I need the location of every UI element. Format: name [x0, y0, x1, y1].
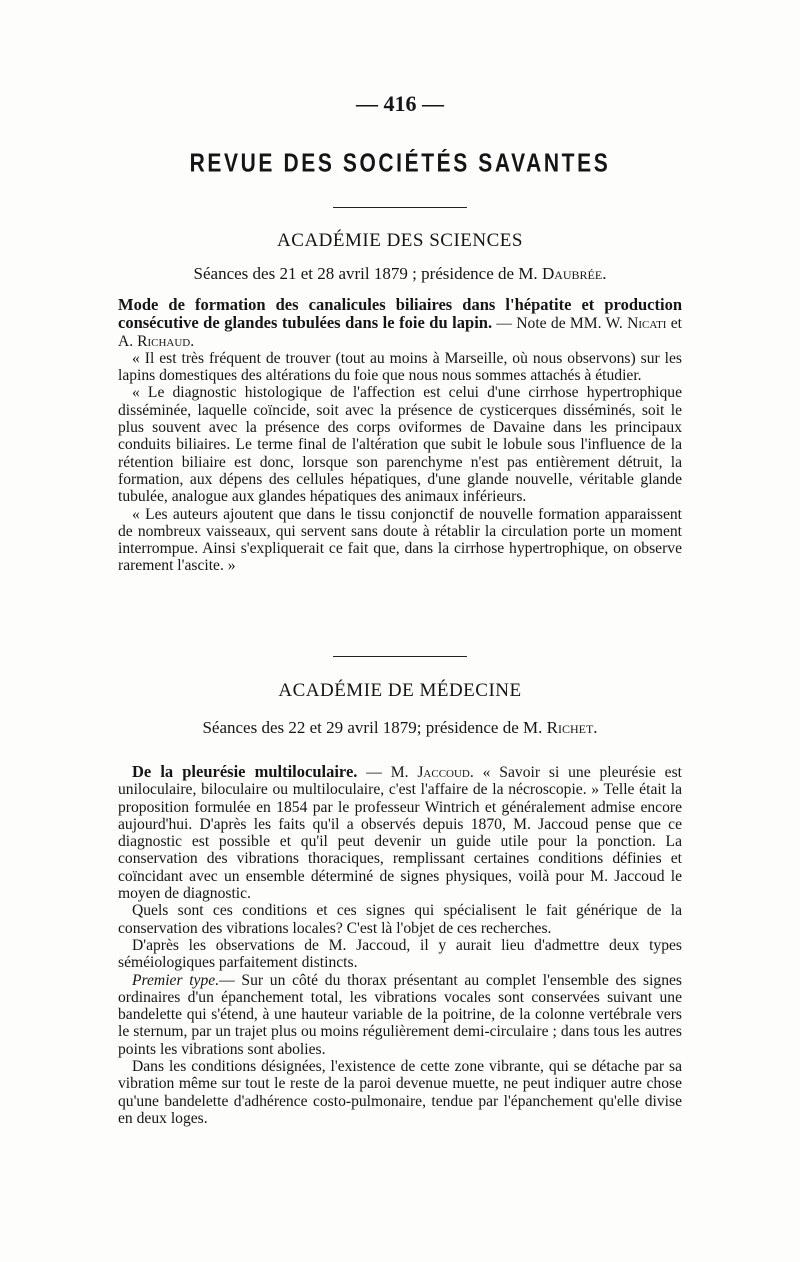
- article-sciences: [118, 296, 682, 575]
- sessions-text: Séances des 22 et 29 avril 1879; présidence de M.: [202, 718, 547, 737]
- sessions-line-sciences: [0, 264, 800, 284]
- note-prefix: — Note de MM. W.: [492, 315, 628, 333]
- type-text: — Sur un côté du thorax présentant au complet l'ensemble des signes ordinaires d'un épanchement total, les vibrations vocales sont conservées suivant une bandelette qui s'étend, à une hauteur variable de la poitrine, de la colonne vertébrale vers le sternum, par un trajet plus ou moins régulièrement demi-circulaire ; dans tous les autres points les vibrations sont abolies.: [118, 971, 682, 1058]
- sessions-text: Séances des 21 et 28 avril 1879 ; présidence de M.: [193, 264, 542, 283]
- page-number: — 416 —: [356, 91, 444, 116]
- paragraph: « Les auteurs ajoutent que dans le tissu conjonctif de nouvelle formation apparaissent de nombreux vaisseaux, qui servent sans doute à rétablir la circulation porte un moment interrompue. Ainsi s'expliquerait ce fait que, dans la cirrhose hypertrophique, on observe rarement l'ascite. »: [118, 505, 682, 575]
- paragraph: Quels sont ces conditions et ces signes qui spécialisent le fait générique de la conservation des vibrations locales? C'est là l'objet de ces recherches.: [118, 902, 682, 937]
- president-name: Daubrée: [541, 264, 603, 283]
- sessions-end: .: [593, 718, 598, 737]
- author-nicati: Nicati: [627, 315, 667, 333]
- sessions-line-medecine: [0, 718, 800, 738]
- journal-section-title: REVUE DES SOCIÉTÉS SAVANTES: [189, 149, 611, 178]
- academy-heading-sciences: ACADÉMIE DES SCIENCES: [277, 230, 523, 251]
- paragraph-first-type: [118, 972, 682, 1058]
- author-prefix: — M.: [357, 764, 418, 781]
- article-title: Mode de formation des canalicules biliaires dans l'hépatite et production consécutive de glandes tubulées dans le foie du lapin.: [118, 295, 682, 333]
- intro-text: . « Savoir si une pleurésie est uniloculaire, biloculaire ou multiloculaire, c'est l'affaire de la nécroscopie. » Telle était la proposition formulée en 1854 par le professeur Wintrich et généralement admise encore aujourd'hui. D'après les faits qu'il a observés depuis 1870, M. Jaccoud pense que ce diagnostic est possible et qu'il peut devenir un guide utile pour la ponction. La conservation des vibrations thoraciques, remplissant certaines conditions définies et coïncidant avec un ensemble déterminé de signes physiques, voilà pour M. Jaccoud le moyen de diagnostic.: [118, 764, 682, 903]
- article-intro: [118, 763, 682, 902]
- academy-heading-medecine: ACADÉMIE DE MÉDECINE: [278, 680, 522, 701]
- article-medecine: [118, 763, 682, 1127]
- title-rule: [333, 207, 467, 208]
- note-mid: et A.: [118, 315, 683, 350]
- article-title: De la pleurésie multiloculaire.: [132, 762, 358, 781]
- paragraph: « Le diagnostic histologique de l'affection est celui d'une cirrhose hypertrophique disséminée, laquelle coïncide, soit avec la présence de cysticerques disséminés, soit le plus souvent avec la présence des corps oviformes de Davaine dans les principaux conduits biliaires. Le terme final de l'altération que subit le lobule sous l'influence de la rétention biliaire est donc, lorsque son parenchyme n'est pas entièrement détruit, la formation, aux dépens des cellules hépatiques, d'une glande nouvelle, véritable glande tubulée, analogue aux glandes hépatiques des animaux inférieurs.: [118, 384, 682, 506]
- author-jaccoud: Jaccoud: [417, 764, 470, 781]
- sessions-end: .: [602, 264, 607, 283]
- type-label: Premier type.: [132, 971, 220, 989]
- president-name: Richet: [546, 718, 594, 737]
- section-rule: [333, 656, 467, 657]
- paragraph: Dans les conditions désignées, l'existence de cette zone vibrante, qui se détache par sa vibration même sur tout le reste de la paroi devenue muette, ne peut indiquer autre chose qu'une bandelette d'adhérence costo-pulmonaire, tendue par l'épanchement qu'elle divise en deux loges.: [118, 1058, 682, 1127]
- paragraph: D'après les observations de M. Jaccoud, il y aurait lieu d'admettre deux types séméiologiques parfaitement distincts.: [118, 936, 682, 972]
- author-richaud: Richaud: [137, 332, 191, 350]
- paragraph: « Il est très fréquent de trouver (tout au moins à Marseille, où nous observons) sur les lapins domestiques des altérations du foie que nous nous sommes attachés à étudier.: [118, 349, 682, 385]
- article-heading: [118, 296, 682, 350]
- note-suffix: .: [190, 332, 195, 350]
